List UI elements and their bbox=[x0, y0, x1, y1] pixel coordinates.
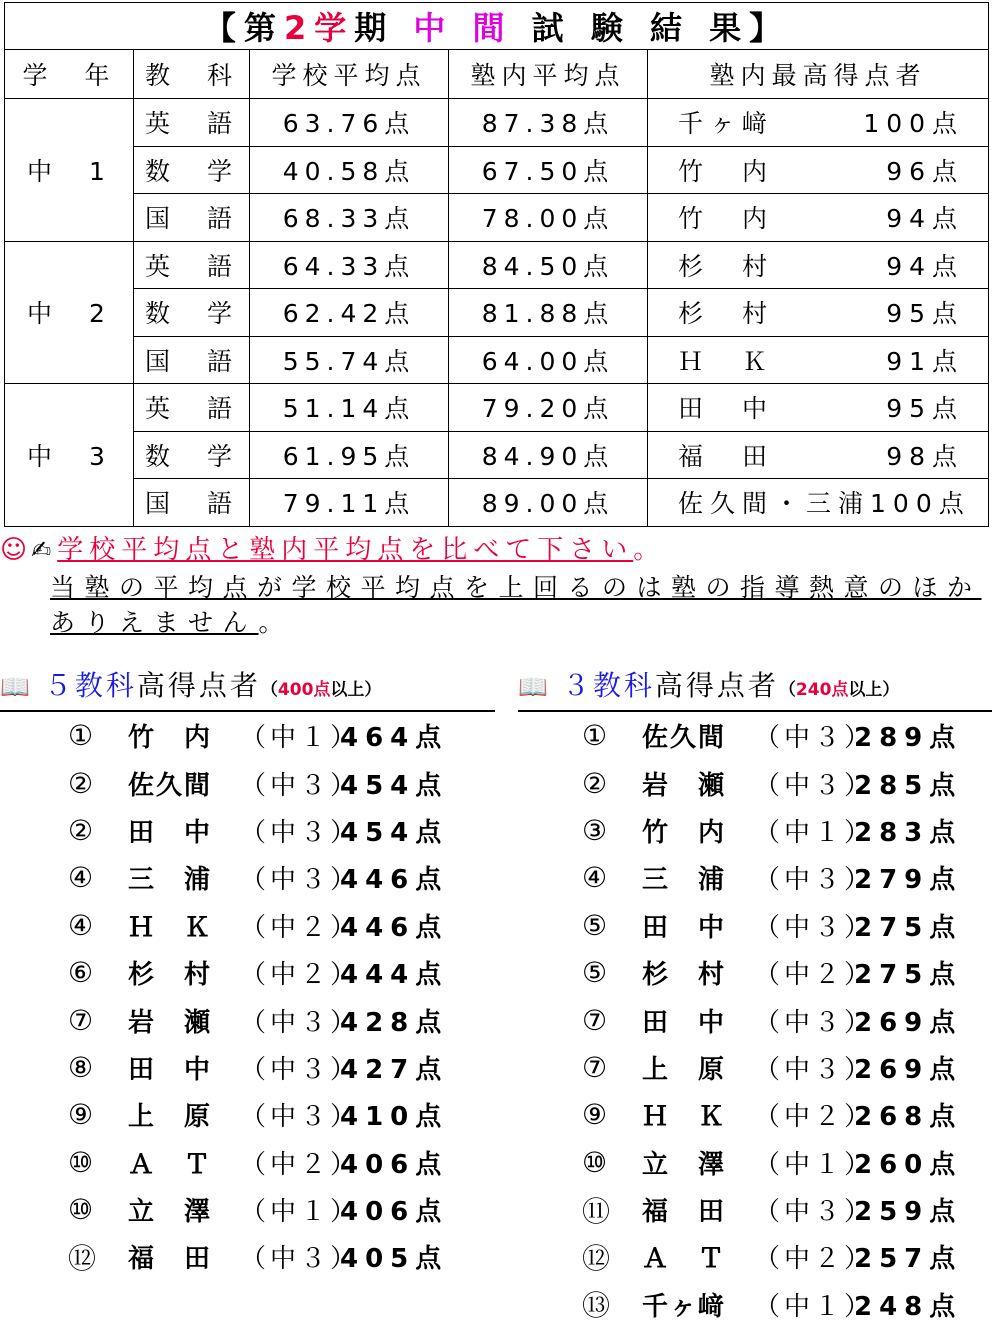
top-scorer-name: 千ヶ﨑 bbox=[678, 109, 775, 139]
subject-cell: 国 語 bbox=[134, 194, 250, 242]
top-scorer-cell bbox=[648, 431, 989, 479]
student-name: 三 浦 bbox=[128, 865, 213, 896]
three-subject-heading bbox=[518, 668, 992, 712]
rank-number: ⑩ bbox=[68, 1193, 94, 1227]
header-juku-avg: 塾内平均点 bbox=[449, 50, 648, 99]
student-score: 269点 bbox=[854, 1054, 963, 1085]
comment-line-3-text: ありえません bbox=[50, 608, 259, 637]
student-score: 260点 bbox=[854, 1149, 963, 1180]
rank-number: ⑬ bbox=[582, 1289, 611, 1323]
student-grade: （中２） bbox=[240, 912, 361, 943]
school-avg-cell: 61.95点 bbox=[250, 431, 449, 479]
student-grade: （中１） bbox=[754, 1291, 875, 1322]
five-subject-heading bbox=[0, 668, 495, 712]
student-grade: （中１） bbox=[754, 1149, 875, 1180]
top-scorer-wrap bbox=[648, 152, 988, 188]
student-grade: （中３） bbox=[754, 1007, 875, 1038]
student-score: 410点 bbox=[340, 1102, 449, 1133]
student-name: 岩 瀬 bbox=[128, 1007, 213, 1038]
top-scorer-wrap bbox=[648, 199, 988, 235]
table-title bbox=[5, 3, 989, 50]
top-scorer-name: Ｈ Ｋ bbox=[678, 346, 775, 376]
comment-line-2 bbox=[0, 570, 1000, 605]
five-subject-label: ５教科 bbox=[43, 669, 137, 702]
comment-line-2-text: 当塾の平均点が学校平均点を上回るのは塾の指導熱意のほか bbox=[50, 573, 982, 602]
student-grade: （中１） bbox=[240, 723, 361, 754]
list-item bbox=[68, 996, 448, 1043]
list-item bbox=[68, 854, 448, 901]
top-scorer-score: 100点 bbox=[870, 489, 971, 519]
rank-number: ⑤ bbox=[582, 908, 608, 942]
list-item bbox=[582, 949, 962, 996]
student-score: 275点 bbox=[854, 960, 963, 991]
top-scorer-score: 94点 bbox=[886, 251, 965, 281]
comment-headline-end: 。 bbox=[633, 535, 666, 565]
list-item bbox=[582, 854, 962, 901]
student-name: 田 中 bbox=[642, 1007, 727, 1038]
table-row bbox=[5, 384, 989, 432]
school-avg-cell: 68.33点 bbox=[250, 194, 449, 242]
results-table bbox=[4, 2, 989, 527]
comment-headline-line bbox=[0, 530, 1000, 570]
table-row bbox=[5, 479, 989, 527]
table-row bbox=[5, 336, 989, 384]
rank-number: ④ bbox=[582, 861, 608, 895]
student-name: 立 澤 bbox=[642, 1149, 727, 1180]
student-name: 上 原 bbox=[642, 1054, 727, 1085]
student-score: 446点 bbox=[340, 912, 449, 943]
smile-icon: ☺ bbox=[0, 535, 28, 565]
rank-number: ⑦ bbox=[582, 1003, 608, 1037]
rank-number: ⑨ bbox=[68, 1098, 94, 1132]
subject-cell: 国 語 bbox=[134, 336, 250, 384]
juku-avg-cell: 64.00点 bbox=[449, 336, 648, 384]
student-name: 福 田 bbox=[642, 1197, 727, 1228]
student-score: 269点 bbox=[854, 1007, 963, 1038]
student-name: 千ヶ﨑 bbox=[642, 1291, 727, 1322]
three-subject-threshold: 240点 bbox=[795, 680, 849, 700]
juku-avg-cell: 84.50点 bbox=[449, 241, 648, 289]
list-item bbox=[68, 807, 448, 854]
school-avg-cell: 40.58点 bbox=[250, 146, 449, 194]
subject-cell: 数 学 bbox=[134, 289, 250, 337]
list-item bbox=[582, 996, 962, 1043]
student-score: 405点 bbox=[340, 1244, 449, 1275]
student-name: 田 中 bbox=[128, 817, 213, 848]
student-grade: （中３） bbox=[754, 770, 875, 801]
school-avg-cell: 79.11点 bbox=[250, 479, 449, 527]
student-name: 竹 内 bbox=[128, 723, 213, 754]
five-subject-label-suffix: 高得点者 bbox=[136, 669, 261, 702]
student-score: 444点 bbox=[340, 960, 449, 991]
student-score: 268点 bbox=[854, 1102, 963, 1133]
student-score: 406点 bbox=[340, 1197, 449, 1228]
list-item bbox=[68, 1233, 448, 1280]
list-item bbox=[582, 712, 962, 759]
list-item bbox=[582, 902, 962, 949]
five-subject-threshold: 400点 bbox=[277, 680, 331, 700]
list-item bbox=[68, 1091, 448, 1138]
top-scorer-cell bbox=[648, 99, 989, 147]
table-header-row bbox=[5, 50, 989, 99]
rank-number: ⑪ bbox=[582, 1194, 611, 1228]
list-item bbox=[68, 759, 448, 806]
three-subject-threshold-suffix: 以上） bbox=[848, 680, 900, 700]
student-score: 259点 bbox=[854, 1197, 963, 1228]
student-score: 283点 bbox=[854, 817, 963, 848]
student-name: 上 原 bbox=[128, 1102, 213, 1133]
rank-number: ⑤ bbox=[582, 956, 608, 990]
top-scorer-score: 96点 bbox=[886, 156, 965, 186]
juku-avg-cell: 67.50点 bbox=[449, 146, 648, 194]
juku-avg-cell: 78.00点 bbox=[449, 194, 648, 242]
student-grade: （中１） bbox=[754, 817, 875, 848]
student-score: 454点 bbox=[340, 817, 449, 848]
student-name: 佐久間 bbox=[642, 723, 727, 754]
student-grade: （中３） bbox=[240, 1102, 361, 1133]
student-score: 257点 bbox=[854, 1244, 963, 1275]
student-grade: （中３） bbox=[240, 865, 361, 896]
top-scorer-wrap bbox=[648, 342, 988, 378]
student-name: 杉 村 bbox=[642, 960, 727, 991]
subject-cell: 英 語 bbox=[134, 384, 250, 432]
table-row bbox=[5, 146, 989, 194]
rank-number: ① bbox=[68, 719, 94, 753]
rank-number: ⑦ bbox=[68, 1003, 94, 1037]
school-avg-cell: 64.33点 bbox=[250, 241, 449, 289]
title-dai: 第 bbox=[243, 9, 284, 47]
student-score: 406点 bbox=[340, 1149, 449, 1180]
student-grade: （中３） bbox=[240, 1007, 361, 1038]
top-scorer-score: 91点 bbox=[886, 346, 965, 376]
top-scorer-wrap bbox=[648, 104, 988, 140]
rank-number: ⑨ bbox=[582, 1098, 608, 1132]
top-scorer-cell bbox=[648, 241, 989, 289]
five-subject-list bbox=[68, 712, 448, 1281]
list-item bbox=[582, 807, 962, 854]
comment-block bbox=[0, 530, 1000, 640]
top-scorer-score: 95点 bbox=[886, 394, 965, 424]
school-avg-cell: 51.14点 bbox=[250, 384, 449, 432]
student-grade: （中２） bbox=[754, 960, 875, 991]
student-grade: （中２） bbox=[240, 1149, 361, 1180]
five-subject-paren: （ bbox=[260, 680, 278, 700]
student-name: 福 田 bbox=[128, 1244, 213, 1275]
juku-avg-cell: 79.20点 bbox=[449, 384, 648, 432]
top-scorer-cell bbox=[648, 146, 989, 194]
student-grade: （中３） bbox=[240, 1244, 361, 1275]
juku-avg-cell: 87.38点 bbox=[449, 99, 648, 147]
student-grade: （中３） bbox=[240, 1054, 361, 1085]
list-item bbox=[68, 1139, 448, 1186]
student-grade: （中３） bbox=[754, 865, 875, 896]
list-item bbox=[68, 1044, 448, 1091]
student-name: 佐久間 bbox=[128, 770, 213, 801]
rank-number: ⑫ bbox=[68, 1241, 97, 1275]
top-scorer-cell bbox=[648, 384, 989, 432]
table-row bbox=[5, 194, 989, 242]
student-grade: （中２） bbox=[754, 1244, 875, 1275]
top-scorer-wrap bbox=[648, 389, 988, 425]
table-row bbox=[5, 241, 989, 289]
student-name: 三 浦 bbox=[642, 865, 727, 896]
title-open-bracket: 【 bbox=[203, 9, 244, 47]
list-item bbox=[68, 1186, 448, 1233]
list-item bbox=[582, 1186, 962, 1233]
rank-number: ① bbox=[582, 719, 608, 753]
student-grade: （中３） bbox=[754, 1197, 875, 1228]
list-item bbox=[582, 1233, 962, 1280]
student-score: 454点 bbox=[340, 770, 449, 801]
title-close-bracket: 】 bbox=[749, 9, 790, 47]
list-item bbox=[68, 712, 448, 759]
list-item bbox=[68, 902, 448, 949]
student-score: 446点 bbox=[340, 865, 449, 896]
student-grade: （中３） bbox=[754, 912, 875, 943]
student-name: 岩 瀬 bbox=[642, 770, 727, 801]
juku-avg-cell: 81.88点 bbox=[449, 289, 648, 337]
top-scorer-wrap bbox=[648, 484, 988, 520]
top-scorer-cell bbox=[648, 336, 989, 384]
top-scorer-score: 98点 bbox=[886, 441, 965, 471]
top-scorer-name: 竹 内 bbox=[678, 204, 775, 234]
student-name: Ｈ Ｋ bbox=[128, 912, 213, 943]
comment-line-3 bbox=[0, 605, 1000, 640]
top-scorer-name: 田 中 bbox=[678, 394, 775, 424]
student-grade: （中３） bbox=[240, 770, 361, 801]
top-scorer-score: 100点 bbox=[863, 109, 965, 139]
top-scorer-wrap bbox=[648, 294, 988, 330]
grade-cell: 中 2 bbox=[5, 241, 134, 384]
student-score: 275点 bbox=[854, 912, 963, 943]
subject-cell: 数 学 bbox=[134, 431, 250, 479]
list-item bbox=[582, 1044, 962, 1091]
rank-number: ③ bbox=[582, 813, 608, 847]
title-chukan: 中 間 bbox=[413, 9, 513, 47]
header-top-scorer: 塾内最高得点者 bbox=[648, 50, 989, 99]
juku-avg-cell: 89.00点 bbox=[449, 479, 648, 527]
school-avg-cell: 63.76点 bbox=[250, 99, 449, 147]
top-scorer-name: 佐久間・三浦 bbox=[678, 489, 871, 519]
rank-number: ⑥ bbox=[68, 956, 94, 990]
student-score: 289点 bbox=[854, 723, 963, 754]
top-scorer-cell bbox=[648, 479, 989, 527]
top-scorer-name: 杉 村 bbox=[678, 299, 775, 329]
list-item bbox=[68, 949, 448, 996]
book-icon: 📖 bbox=[518, 673, 548, 701]
rank-number: ④ bbox=[68, 861, 94, 895]
subject-cell: 英 語 bbox=[134, 241, 250, 289]
top-scorer-score: 95点 bbox=[886, 299, 965, 329]
list-item bbox=[582, 1281, 962, 1328]
rank-number: ② bbox=[68, 813, 94, 847]
student-name: 杉 村 bbox=[128, 960, 213, 991]
student-name: Ｈ Ｋ bbox=[642, 1102, 727, 1133]
rank-number: ⑫ bbox=[582, 1241, 611, 1275]
student-name: Ａ Ｔ bbox=[128, 1149, 213, 1180]
rank-number: ④ bbox=[68, 908, 94, 942]
table-row bbox=[5, 431, 989, 479]
student-name: 田 中 bbox=[128, 1054, 213, 1085]
rank-number: ② bbox=[68, 766, 94, 800]
school-avg-cell: 62.42点 bbox=[250, 289, 449, 337]
three-subject-list bbox=[582, 712, 962, 1328]
comment-headline: 学校平均点と塾内平均点を比べて下さい bbox=[57, 535, 634, 565]
writing-hand-icon: ✍ bbox=[31, 536, 52, 564]
title-rest: 試 験 結 果 bbox=[531, 9, 750, 47]
header-grade: 学 年 bbox=[5, 50, 134, 99]
list-item bbox=[582, 1139, 962, 1186]
student-grade: （中３） bbox=[240, 817, 361, 848]
student-name: Ａ Ｔ bbox=[642, 1244, 727, 1275]
student-score: 428点 bbox=[340, 1007, 449, 1038]
rank-number: ② bbox=[582, 766, 608, 800]
list-item bbox=[582, 759, 962, 806]
student-name: 田 中 bbox=[642, 912, 727, 943]
rank-number: ⑦ bbox=[582, 1050, 608, 1084]
student-name: 竹 内 bbox=[642, 817, 727, 848]
three-subject-label: ３教科 bbox=[561, 669, 655, 702]
five-subject-threshold-suffix: 以上） bbox=[330, 680, 382, 700]
subject-cell: 英 語 bbox=[134, 99, 250, 147]
top-scorer-score: 94点 bbox=[886, 204, 965, 234]
top-scorer-cell bbox=[648, 194, 989, 242]
grade-cell: 中 3 bbox=[5, 384, 134, 527]
table-row bbox=[5, 99, 989, 147]
student-grade: （中３） bbox=[754, 1054, 875, 1085]
student-score: 279点 bbox=[854, 865, 963, 896]
comment-line-3-end: 。 bbox=[258, 608, 294, 637]
student-grade: （中３） bbox=[754, 723, 875, 754]
top-scorer-cell bbox=[648, 289, 989, 337]
list-item bbox=[582, 1091, 962, 1138]
header-subject: 教 科 bbox=[134, 50, 250, 99]
student-grade: （中２） bbox=[240, 960, 361, 991]
book-icon: 📖 bbox=[0, 673, 30, 701]
rank-number: ⑩ bbox=[68, 1145, 94, 1179]
rank-number: ⑧ bbox=[68, 1050, 94, 1084]
top-scorer-name: 杉 村 bbox=[678, 251, 775, 281]
header-school-avg: 学校平均点 bbox=[250, 50, 449, 99]
table-row bbox=[5, 289, 989, 337]
juku-avg-cell: 84.90点 bbox=[449, 431, 648, 479]
subject-cell: 国 語 bbox=[134, 479, 250, 527]
top-scorer-wrap bbox=[648, 247, 988, 283]
student-score: 285点 bbox=[854, 770, 963, 801]
student-score: 464点 bbox=[340, 723, 449, 754]
student-grade: （中１） bbox=[240, 1197, 361, 1228]
three-subject-paren: （ bbox=[778, 680, 796, 700]
top-scorer-wrap bbox=[648, 437, 988, 473]
title-gaku: 学 bbox=[314, 9, 355, 47]
school-avg-cell: 55.74点 bbox=[250, 336, 449, 384]
student-score: 427点 bbox=[340, 1054, 449, 1085]
student-score: 248点 bbox=[854, 1291, 963, 1322]
student-name: 立 澤 bbox=[128, 1197, 213, 1228]
top-scorer-name: 福 田 bbox=[678, 441, 775, 471]
title-number: 2 bbox=[283, 9, 315, 47]
top-scorer-name: 竹 内 bbox=[678, 156, 775, 186]
three-subject-label-suffix: 高得点者 bbox=[654, 669, 779, 702]
subject-cell: 数 学 bbox=[134, 146, 250, 194]
student-grade: （中２） bbox=[754, 1102, 875, 1133]
title-ki: 期 bbox=[354, 9, 395, 47]
rank-number: ⑩ bbox=[582, 1145, 608, 1179]
grade-cell: 中 1 bbox=[5, 99, 134, 242]
